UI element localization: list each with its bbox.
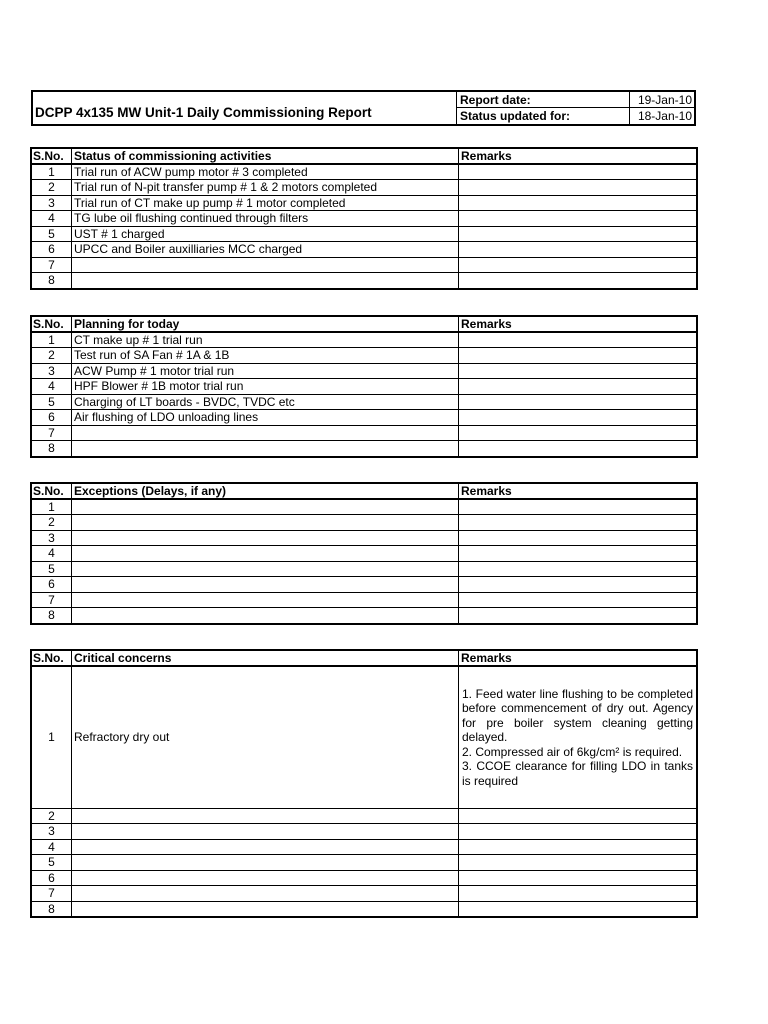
row-remark[interactable] — [459, 394, 697, 410]
row-remark[interactable] — [459, 886, 697, 902]
row-remark[interactable] — [459, 824, 697, 840]
report-date-row — [457, 92, 694, 108]
row-remark[interactable] — [459, 273, 697, 289]
table-row — [32, 515, 697, 531]
row-remark[interactable] — [459, 499, 697, 515]
row-number: 7 — [32, 257, 72, 273]
status-header: Status of commissioning activities — [72, 149, 459, 165]
table-header-row — [32, 484, 697, 500]
row-number: 7 — [32, 592, 72, 608]
sno-header: S.No. — [32, 651, 72, 667]
table-row — [32, 348, 697, 364]
row-number: 8 — [32, 608, 72, 624]
row-number: 5 — [32, 561, 72, 577]
table-row — [32, 226, 697, 242]
row-remark[interactable] — [459, 870, 697, 886]
table-row — [32, 546, 697, 562]
row-remark[interactable] — [459, 332, 697, 348]
table-row — [32, 394, 697, 410]
table-row — [32, 592, 697, 608]
planning-table — [31, 316, 697, 457]
row-activity[interactable]: UST # 1 charged — [72, 226, 459, 242]
row-number: 7 — [32, 425, 72, 441]
row-activity[interactable]: ACW Pump # 1 motor trial run — [72, 363, 459, 379]
table-row — [32, 332, 697, 348]
table-row — [32, 530, 697, 546]
row-activity[interactable] — [72, 870, 459, 886]
row-activity[interactable]: Trial run of N-pit transfer pump # 1 & 2 motors completed — [72, 180, 459, 196]
row-remark[interactable] — [459, 608, 697, 624]
row-activity[interactable]: Refractory dry out — [72, 666, 459, 808]
row-number: 5 — [32, 855, 72, 871]
row-remark[interactable] — [459, 561, 697, 577]
row-activity[interactable] — [72, 257, 459, 273]
table-row — [32, 608, 697, 624]
status-table — [31, 148, 697, 289]
remarks-header: Remarks — [459, 651, 697, 667]
table-header-row — [32, 651, 697, 667]
table-row — [32, 561, 697, 577]
status-updated-value[interactable]: 18-Jan-10 — [637, 109, 692, 123]
row-activity[interactable] — [72, 546, 459, 562]
remarks-header: Remarks — [459, 317, 697, 333]
report-header — [31, 90, 696, 126]
row-remark[interactable] — [459, 855, 697, 871]
row-number: 3 — [32, 530, 72, 546]
row-number: 1 — [32, 499, 72, 515]
row-remark[interactable] — [459, 164, 697, 180]
remark-line: 3. CCOE clearance for filling LDO in tanks is required — [462, 759, 693, 788]
row-number: 4 — [32, 379, 72, 395]
table-row — [32, 211, 697, 227]
table-row — [32, 855, 697, 871]
row-remark[interactable] — [459, 425, 697, 441]
status-updated-label: Status updated for: — [457, 108, 630, 124]
row-number: 2 — [32, 515, 72, 531]
sno-header: S.No. — [32, 317, 72, 333]
table-row — [32, 257, 697, 273]
table-row — [32, 441, 697, 457]
row-activity[interactable]: UPCC and Boiler auxilliaries MCC charged — [72, 242, 459, 258]
report-date-label: Report date: — [457, 92, 630, 108]
sno-header: S.No. — [32, 484, 72, 500]
row-activity[interactable] — [72, 608, 459, 624]
row-activity[interactable] — [72, 824, 459, 840]
table-row — [32, 273, 697, 289]
table-row — [32, 886, 697, 902]
row-number: 3 — [32, 363, 72, 379]
row-remark[interactable] — [459, 577, 697, 593]
remarks-header: Remarks — [459, 149, 697, 165]
table-row — [32, 666, 697, 808]
row-number: 6 — [32, 410, 72, 426]
row-remark[interactable] — [459, 901, 697, 917]
row-activity[interactable] — [72, 530, 459, 546]
remark-line: 2. Compressed air of 6kg/cm² is required. — [462, 744, 683, 759]
table-row — [32, 901, 697, 917]
row-remark[interactable] — [459, 348, 697, 364]
remark-line: 1. Feed water line flushing to be completed before commencement of dry out. Agency for pre boiler system cleaning getting delayed. — [462, 686, 693, 744]
row-number: 2 — [32, 808, 72, 824]
row-remark[interactable] — [459, 808, 697, 824]
row-remark[interactable] — [459, 515, 697, 531]
planning-header: Planning for today — [72, 317, 459, 333]
exceptions-table — [31, 483, 697, 624]
remarks-header: Remarks — [459, 484, 697, 500]
row-number: 1 — [32, 666, 72, 808]
row-remark[interactable] — [459, 410, 697, 426]
row-number: 5 — [32, 394, 72, 410]
concern-remarks — [461, 687, 694, 789]
row-remark[interactable] — [459, 379, 697, 395]
row-remark[interactable] — [459, 363, 697, 379]
table-row — [32, 824, 697, 840]
row-remark[interactable] — [459, 226, 697, 242]
row-activity[interactable]: Charging of LT boards - BVDC, TVDC etc — [72, 394, 459, 410]
concerns-header: Critical concerns — [72, 651, 459, 667]
row-remark[interactable] — [459, 530, 697, 546]
row-activity[interactable] — [72, 855, 459, 871]
row-number: 3 — [32, 824, 72, 840]
row-activity[interactable]: Trial run of ACW pump motor # 3 completed — [72, 164, 459, 180]
table-header-row — [32, 317, 697, 333]
row-activity[interactable] — [72, 441, 459, 457]
row-number: 5 — [32, 226, 72, 242]
concerns-table — [31, 650, 697, 917]
row-activity[interactable] — [72, 561, 459, 577]
row-number: 1 — [32, 164, 72, 180]
row-remark[interactable] — [459, 242, 697, 258]
row-remark[interactable] — [459, 666, 697, 808]
row-activity[interactable]: CT make up # 1 trial run — [72, 332, 459, 348]
row-activity[interactable] — [72, 499, 459, 515]
row-activity[interactable]: Air flushing of LDO unloading lines — [72, 410, 459, 426]
exceptions-header: Exceptions (Delays, if any) — [72, 484, 459, 500]
row-number: 8 — [32, 441, 72, 457]
table-row — [32, 870, 697, 886]
row-activity[interactable] — [72, 839, 459, 855]
sno-header: S.No. — [32, 149, 72, 165]
row-remark[interactable] — [459, 257, 697, 273]
row-remark[interactable] — [459, 839, 697, 855]
table-row — [32, 195, 697, 211]
row-remark[interactable] — [459, 592, 697, 608]
row-activity[interactable] — [72, 273, 459, 289]
row-remark[interactable] — [459, 211, 697, 227]
table-row — [32, 180, 697, 196]
row-number: 6 — [32, 242, 72, 258]
row-number: 4 — [32, 839, 72, 855]
row-number: 4 — [32, 211, 72, 227]
row-number: 1 — [32, 332, 72, 348]
report-title: DCPP 4x135 MW Unit-1 Daily Commissioning Report — [33, 92, 457, 124]
row-number: 8 — [32, 273, 72, 289]
row-activity[interactable] — [72, 592, 459, 608]
row-number: 6 — [32, 577, 72, 593]
row-activity[interactable]: HPF Blower # 1B motor trial run — [72, 379, 459, 395]
row-number: 2 — [32, 180, 72, 196]
row-number: 6 — [32, 870, 72, 886]
row-remark[interactable] — [459, 195, 697, 211]
table-row — [32, 425, 697, 441]
row-remark[interactable] — [459, 441, 697, 457]
row-activity[interactable] — [72, 808, 459, 824]
row-number: 4 — [32, 546, 72, 562]
table-row — [32, 577, 697, 593]
row-activity[interactable]: TG lube oil flushing continued through filters — [72, 211, 459, 227]
report-date-value[interactable]: 19-Jan-10 — [637, 93, 692, 107]
table-header-row — [32, 149, 697, 165]
row-activity[interactable]: Test run of SA Fan # 1A & 1B — [72, 348, 459, 364]
table-row — [32, 499, 697, 515]
row-activity[interactable] — [72, 577, 459, 593]
status-updated-row — [457, 108, 694, 124]
table-row — [32, 839, 697, 855]
table-row — [32, 363, 697, 379]
table-row — [32, 808, 697, 824]
table-row — [32, 379, 697, 395]
row-activity[interactable] — [72, 515, 459, 531]
row-number: 3 — [32, 195, 72, 211]
row-activity[interactable] — [72, 425, 459, 441]
row-remark[interactable] — [459, 180, 697, 196]
row-number: 8 — [32, 901, 72, 917]
table-row — [32, 410, 697, 426]
row-number: 7 — [32, 886, 72, 902]
row-activity[interactable] — [72, 901, 459, 917]
row-number: 2 — [32, 348, 72, 364]
row-remark[interactable] — [459, 546, 697, 562]
table-row — [32, 164, 697, 180]
row-activity[interactable]: Trial run of CT make up pump # 1 motor completed — [72, 195, 459, 211]
row-activity[interactable] — [72, 886, 459, 902]
table-row — [32, 242, 697, 258]
